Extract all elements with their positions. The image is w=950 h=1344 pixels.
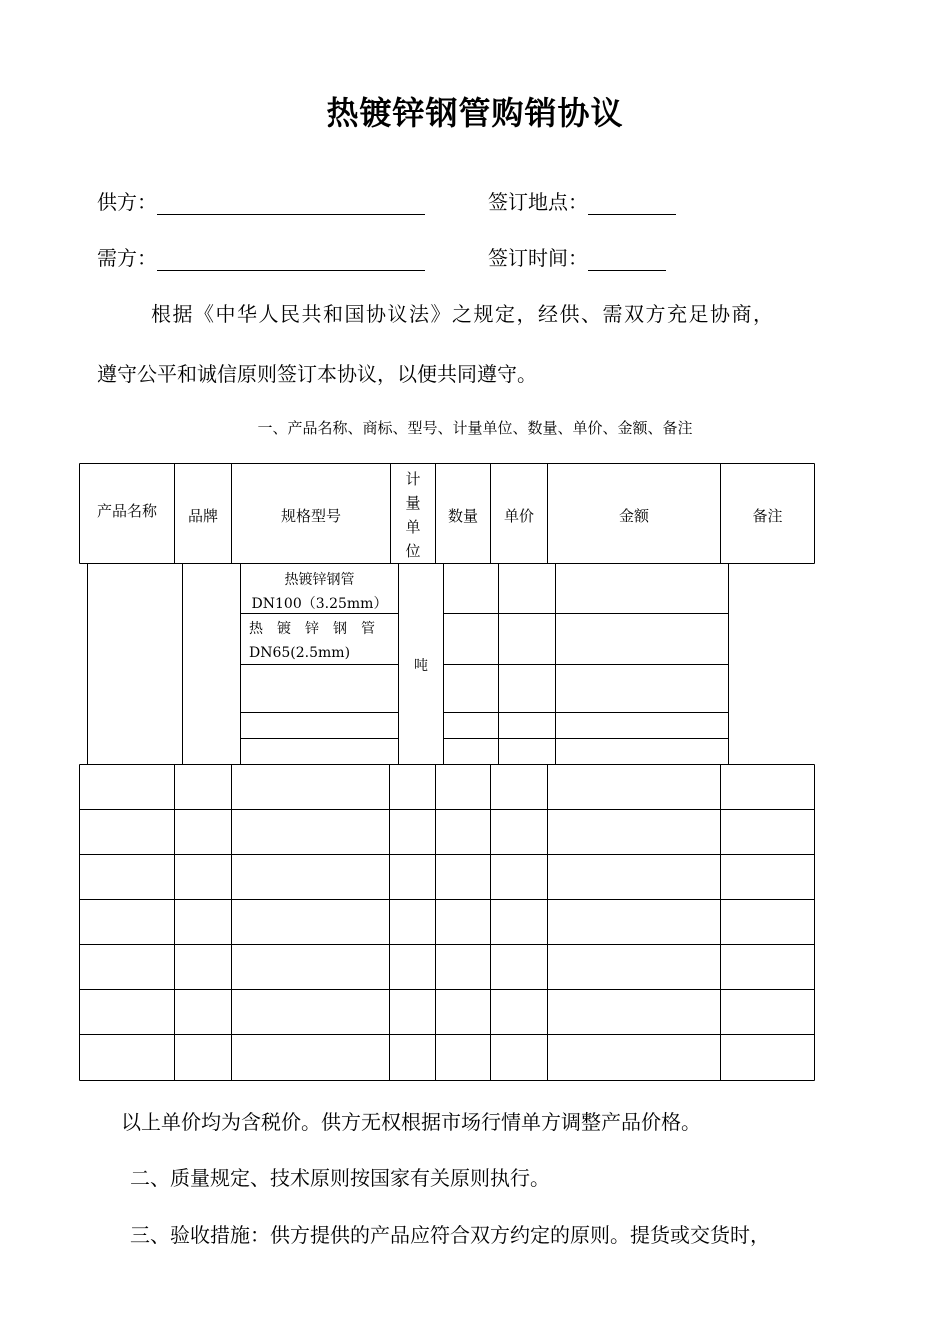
section1-heading: 一、产品名称、商标、型号、计量单位、数量、单价、金额、备注 — [257, 419, 693, 437]
quality-clause: 二、质量规定、技术原则按国家有关原则执行。 — [130, 1166, 550, 1190]
intro-paragraph-line2: 遵守公平和诚信原则签订本协议，以便共同遵守。 — [97, 362, 537, 386]
item-spec-2-name: 热 镀 锌 钢 管 — [249, 621, 375, 637]
header-remark: 备注 — [752, 507, 783, 525]
header-brand: 品牌 — [187, 507, 218, 525]
header-unit — [391, 467, 435, 563]
item-spec-2 — [249, 617, 394, 665]
header-amount: 金额 — [618, 507, 649, 525]
header-unit-char: 量 — [405, 494, 421, 512]
document-title: 热镀锌钢管购销协议 — [326, 94, 624, 132]
item-spec-1-name: 热镀锌钢管 — [284, 572, 355, 588]
supplier-label: 供方： — [97, 190, 157, 214]
buyer-label: 需方： — [97, 246, 157, 270]
price-note: 以上单价均为含税价。供方无权根据市场行情单方调整产品价格。 — [121, 1110, 701, 1134]
place-label: 签订地点： — [488, 190, 588, 214]
header-spec: 规格型号 — [280, 507, 341, 525]
item-spec-1-size: DN100（3.25mm） — [251, 596, 388, 612]
header-unit-char: 计 — [405, 470, 421, 488]
header-product-name: 产品名称 — [96, 502, 157, 520]
header-unit-char: 单 — [405, 518, 421, 536]
time-label: 签订时间： — [488, 246, 588, 270]
header-unit-price: 单价 — [503, 507, 534, 525]
header-unit-char: 位 — [405, 542, 421, 560]
intro-paragraph-line1: 根据《中华人民共和国协议法》之规定，经供、需双方充足协商， — [151, 302, 775, 326]
item-unit: 吨 — [414, 658, 428, 674]
header-quantity: 数量 — [447, 507, 478, 525]
item-spec-2-size: DN65(2.5mm) — [249, 645, 351, 661]
acceptance-clause: 三、验收措施：供方提供的产品应符合双方约定的原则。提货或交货时， — [130, 1223, 770, 1247]
item-spec-1 — [241, 568, 398, 616]
